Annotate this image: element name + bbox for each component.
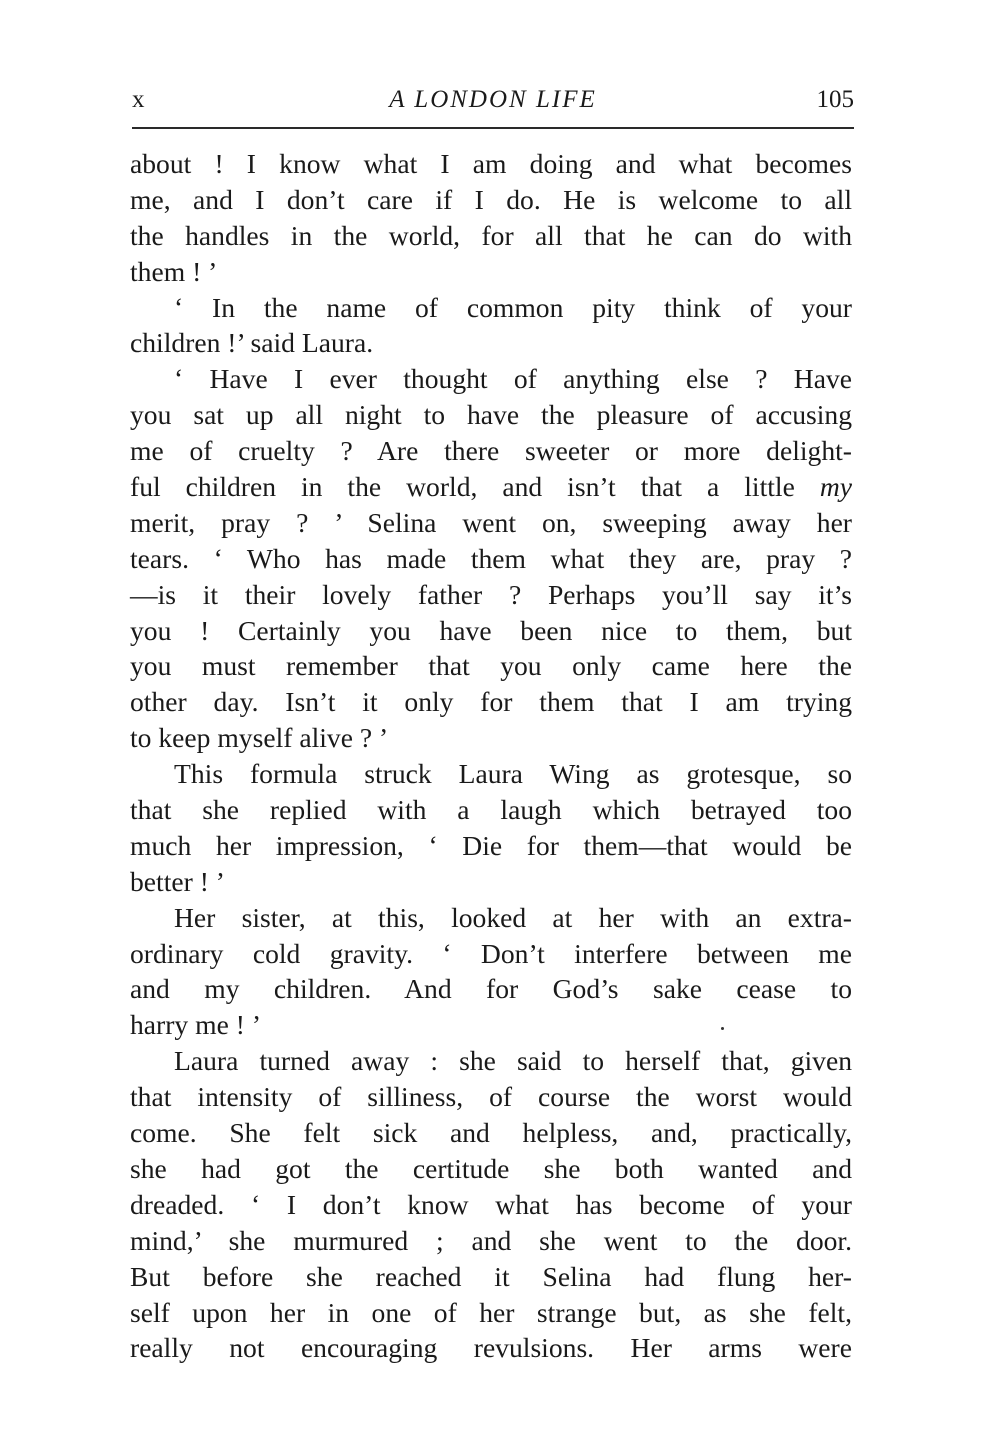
text-line: ful children in the world, and isn’t that a little my xyxy=(130,471,852,503)
text-line: ‘ Have I ever thought of anything else ? Have xyxy=(174,363,852,395)
header-rule xyxy=(132,127,854,129)
text-line: you ! Certainly you have been nice to them, but xyxy=(130,614,852,646)
text-line: tears. ‘ Who has made them what they are, pray ? xyxy=(130,542,852,574)
text-line: ordinary cold gravity. ‘ Don’t interfere between me xyxy=(130,937,852,969)
running-title: A LONDON LIFE xyxy=(389,86,597,113)
text-line: better ! ’ xyxy=(130,865,225,897)
text-line: merit, pray ? ’ Selina went on, sweeping away her xyxy=(130,506,852,538)
text-line: children !’ said Laura. xyxy=(130,327,374,359)
text-line: about ! I know what I am doing and what becomes xyxy=(130,148,852,179)
text-line: But before she reached it Selina had flung her- xyxy=(130,1260,852,1292)
text-line: Laura turned away : she said to herself that, given xyxy=(174,1045,852,1077)
text-line: self upon her in one of her strange but, as she felt, xyxy=(130,1296,852,1328)
text-line: that she replied with a laugh which betrayed too xyxy=(130,794,852,826)
text-line: me, and I don’t care if I do. He is welcome to all xyxy=(130,183,852,215)
text-line: me of cruelty ? Are there sweeter or more delight- xyxy=(130,435,852,467)
text-line: Her sister, at this, looked at her with an extra- xyxy=(174,901,852,933)
chapter-number: x xyxy=(132,86,145,113)
text-line: harry me ! ’ xyxy=(130,1009,262,1041)
text-line: she had got the certitude she both wanted and xyxy=(130,1152,852,1184)
print-speck xyxy=(721,1027,724,1030)
text-line: you must remember that you only came here the xyxy=(130,650,852,682)
text-line: ‘ In the name of common pity think of your xyxy=(174,291,852,323)
text-line: that intensity of silliness, of course the worst would xyxy=(130,1081,852,1113)
text-line: other day. Isn’t it only for them that I am trying xyxy=(130,686,852,718)
text-line: This formula struck Laura Wing as grotesque, so xyxy=(174,758,852,790)
text-line: really not encouraging revulsions. Her arms were xyxy=(130,1332,852,1364)
emphasis: my xyxy=(819,471,852,503)
text-line: to keep myself alive ? ’ xyxy=(130,722,389,754)
running-head xyxy=(132,82,854,118)
text-line: and my children. And for God’s sake cease to xyxy=(130,973,852,1005)
text-line: come. She felt sick and helpless, and, practically, xyxy=(130,1117,852,1149)
text-line: the handles in the world, for all that he can do with xyxy=(130,219,852,251)
page-number: 105 xyxy=(816,86,854,113)
text-line: dreaded. ‘ I don’t know what has become of your xyxy=(130,1188,852,1220)
body-text xyxy=(130,146,852,1366)
text-line: much her impression, ‘ Die for them—that would be xyxy=(130,829,852,861)
text-line: them ! ’ xyxy=(130,255,218,287)
text-line: —is it their lovely father ? Perhaps you’ll say it’s xyxy=(130,578,852,610)
text-line: you sat up all night to have the pleasure of accusing xyxy=(130,399,852,431)
text-line: mind,’ she murmured ; and she went to the door. xyxy=(130,1224,852,1256)
